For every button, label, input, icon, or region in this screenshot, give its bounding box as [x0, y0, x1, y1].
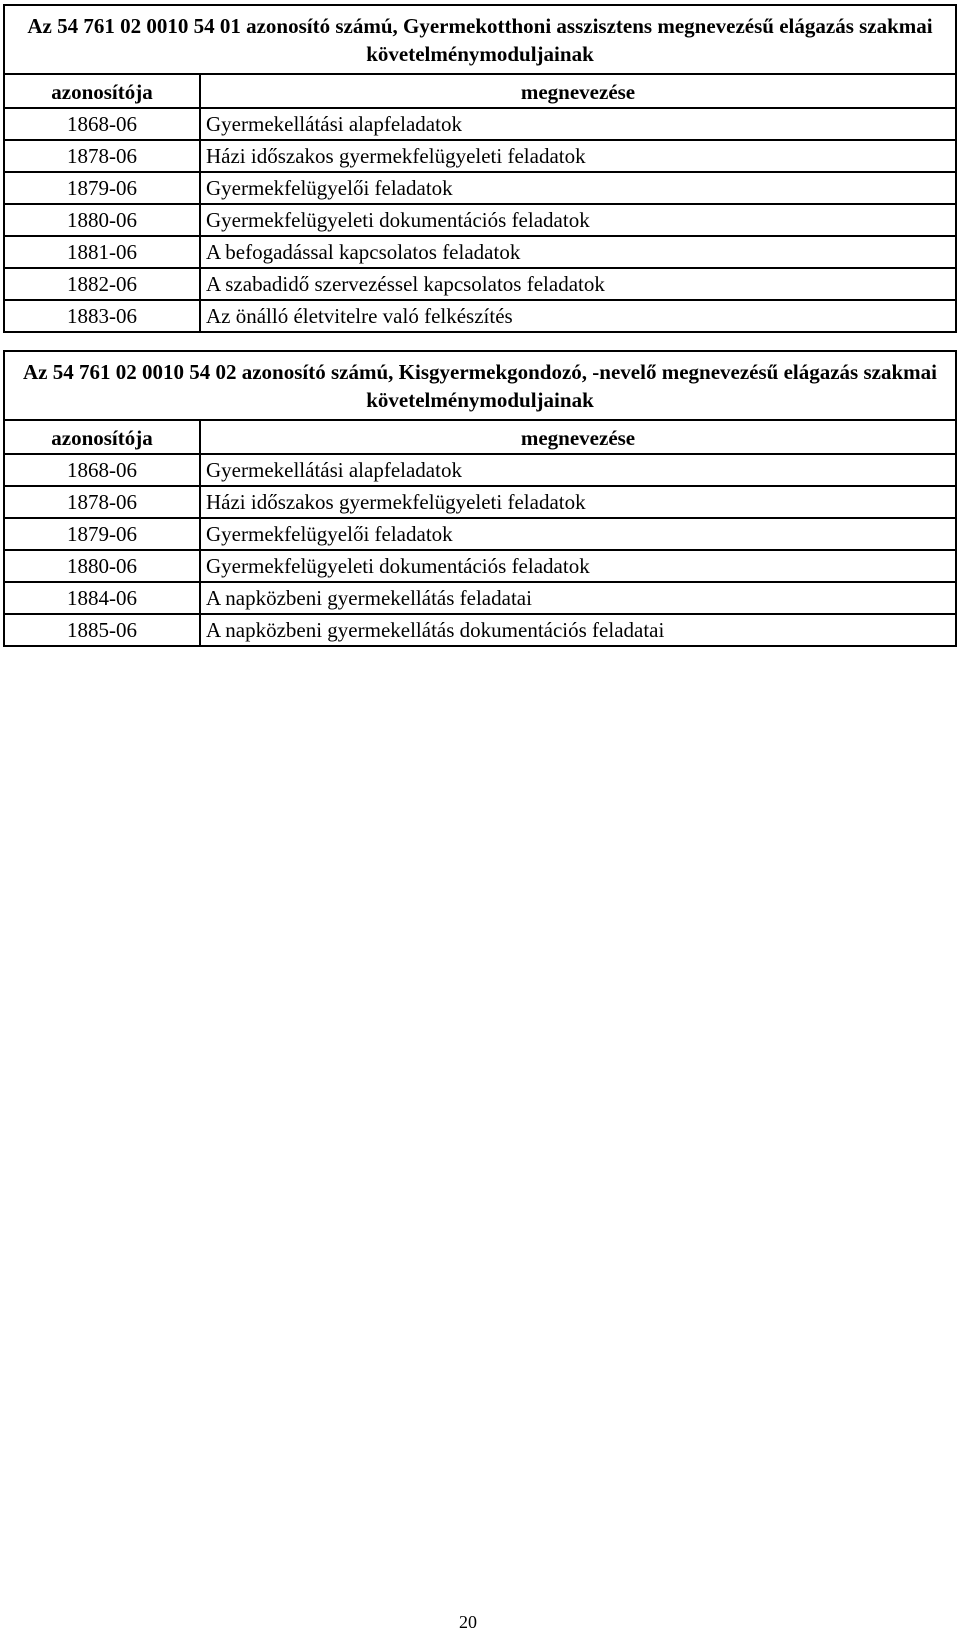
table-row [4, 108, 956, 140]
module-name-cell: Házi időszakos gyermekfelügyeleti feladatok [200, 140, 956, 172]
table-title: Az 54 761 02 0010 54 01 azonosító számú, Gyermekotthoni asszisztens megnevezésű elágazás szakmai követelménymoduljainak [4, 5, 956, 74]
module-id-cell: 1879-06 [4, 172, 200, 204]
module-id-cell: 1878-06 [4, 140, 200, 172]
table-title: Az 54 761 02 0010 54 02 azonosító számú, Kisgyermekgondozó, -nevelő megnevezésű elágazás szakmai követelménymoduljainak [4, 351, 956, 420]
table-row [4, 614, 956, 646]
table-title-row [4, 5, 956, 74]
table-row [4, 140, 956, 172]
table-row [4, 204, 956, 236]
module-name-cell: Házi időszakos gyermekfelügyeleti feladatok [200, 486, 956, 518]
module-name-cell: Gyermekfelügyelői feladatok [200, 172, 956, 204]
column-header-name: megnevezése [200, 420, 956, 454]
table-row [4, 486, 956, 518]
module-table-kisgyermekgondozo-nevelo [3, 350, 957, 647]
module-name-cell: Gyermekellátási alapfeladatok [200, 108, 956, 140]
module-name-cell: Gyermekfelügyeleti dokumentációs feladatok [200, 550, 956, 582]
column-header-id: azonosítója [4, 74, 200, 108]
module-id-cell: 1879-06 [4, 518, 200, 550]
module-id-cell: 1884-06 [4, 582, 200, 614]
module-table-gyermekotthoni-asszisztens [3, 4, 957, 333]
module-id-cell: 1880-06 [4, 204, 200, 236]
module-id-cell: 1868-06 [4, 454, 200, 486]
module-id-cell: 1881-06 [4, 236, 200, 268]
module-id-cell: 1878-06 [4, 486, 200, 518]
module-id-cell: 1868-06 [4, 108, 200, 140]
module-name-cell: A befogadással kapcsolatos feladatok [200, 236, 956, 268]
module-name-cell: A napközbeni gyermekellátás dokumentációs feladatai [200, 614, 956, 646]
page-number: 20 [459, 1612, 477, 1632]
module-id-cell: 1883-06 [4, 300, 200, 332]
module-name-cell: A szabadidő szervezéssel kapcsolatos feladatok [200, 268, 956, 300]
table-header-row [4, 420, 956, 454]
module-id-cell: 1882-06 [4, 268, 200, 300]
table-row [4, 300, 956, 332]
table-header-row [4, 74, 956, 108]
table-row [4, 582, 956, 614]
module-name-cell: Gyermekfelügyelői feladatok [200, 518, 956, 550]
table-row [4, 268, 956, 300]
table-row [4, 172, 956, 204]
table-title-row [4, 351, 956, 420]
module-name-cell: Gyermekellátási alapfeladatok [200, 454, 956, 486]
module-name-cell: Gyermekfelügyeleti dokumentációs feladatok [200, 204, 956, 236]
module-name-cell: A napközbeni gyermekellátás feladatai [200, 582, 956, 614]
table-row [4, 550, 956, 582]
table-row [4, 236, 956, 268]
table-row [4, 454, 956, 486]
module-id-cell: 1880-06 [4, 550, 200, 582]
table-row [4, 518, 956, 550]
column-header-name: megnevezése [200, 74, 956, 108]
column-header-id: azonosítója [4, 420, 200, 454]
module-name-cell: Az önálló életvitelre való felkészítés [200, 300, 956, 332]
module-id-cell: 1885-06 [4, 614, 200, 646]
